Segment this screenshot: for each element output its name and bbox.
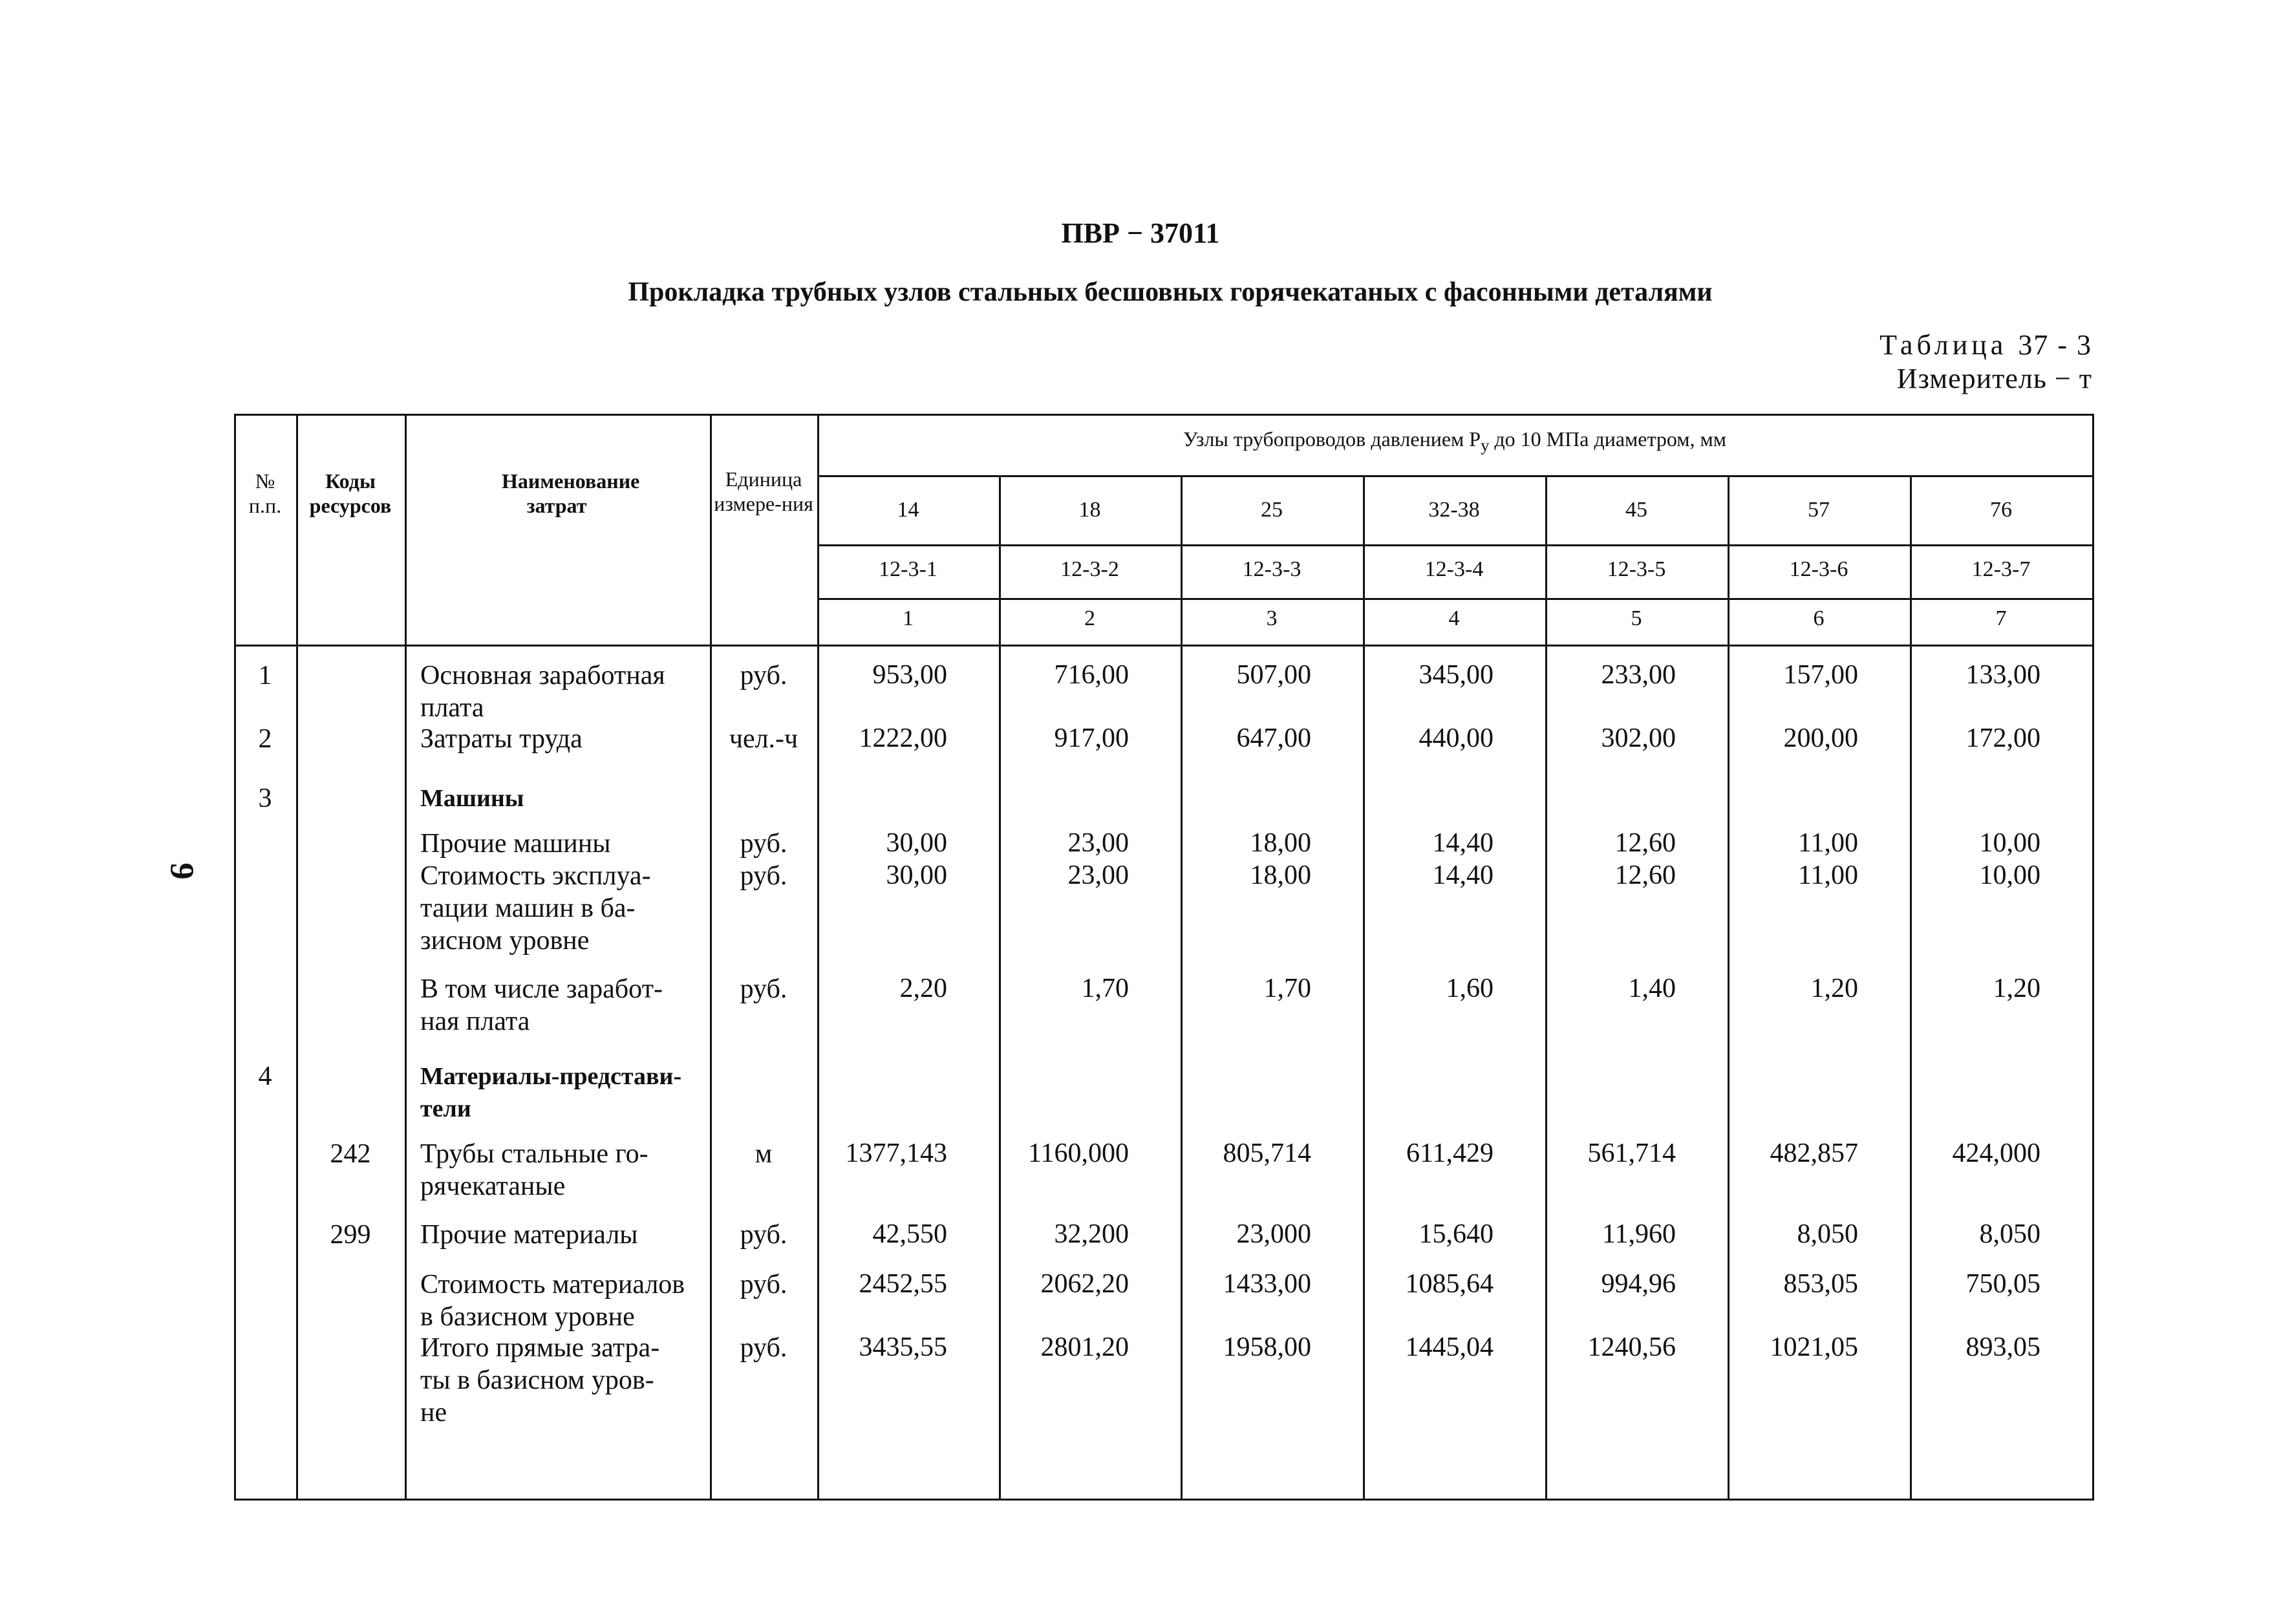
value-cell: 647,00 xyxy=(1236,723,1311,753)
value-cell: 14,40 xyxy=(1432,828,1494,858)
cost-name-line: Материалы-представи- xyxy=(420,1063,682,1090)
value-cell: 10,00 xyxy=(1979,828,2040,858)
header-resource-codes: Коды ресурсов xyxy=(309,469,392,517)
header-norm-code: 12-3-4 xyxy=(1424,557,1484,581)
group-title: Узлы трубопроводов давлением P xyxy=(1183,427,1481,451)
value-cell: 345,00 xyxy=(1419,660,1494,690)
value-cell: 10,00 xyxy=(1979,860,2040,890)
cost-name-line: рячекатаные xyxy=(420,1171,566,1201)
cost-name-line: не xyxy=(420,1398,447,1427)
cost-name-line: ная плата xyxy=(420,1007,530,1036)
header-norm-code: 12-3-6 xyxy=(1789,557,1848,581)
unit-value: руб. xyxy=(740,974,787,1004)
value-cell: 15,640 xyxy=(1419,1219,1494,1249)
group-header-divider xyxy=(817,475,2092,477)
value-cell: 482,857 xyxy=(1770,1138,1858,1168)
value-cell: 716,00 xyxy=(1054,660,1129,690)
value-cell: 3435,55 xyxy=(859,1332,947,1362)
header-norm-code: 12-3-1 xyxy=(879,557,937,581)
value-cell: 200,00 xyxy=(1783,723,1858,753)
cost-name-line: В том числе заработ- xyxy=(420,974,663,1004)
header-diameter: 45 xyxy=(1625,498,1647,522)
value-cell: 32,200 xyxy=(1054,1219,1129,1249)
column-divider xyxy=(2092,414,2094,1501)
header-column-index: 5 xyxy=(1631,606,1642,630)
value-cell: 18,00 xyxy=(1250,828,1311,858)
value-cell: 23,00 xyxy=(1067,828,1129,858)
cost-name-line: Затраты труда xyxy=(420,724,583,754)
value-cell: 611,429 xyxy=(1406,1138,1494,1168)
unit-value: руб. xyxy=(740,829,787,859)
cost-name-line: ты в базисном уров- xyxy=(420,1365,654,1395)
value-cell: 424,000 xyxy=(1952,1138,2040,1168)
value-cell: 1222,00 xyxy=(859,723,947,753)
value-cell: 805,714 xyxy=(1223,1138,1311,1168)
unit-value: руб. xyxy=(740,1333,787,1363)
value-cell: 507,00 xyxy=(1236,660,1311,690)
value-cell: 1377,143 xyxy=(845,1138,947,1168)
header-column-index: 7 xyxy=(1995,606,2007,630)
header-norm-code: 12-3-5 xyxy=(1607,557,1666,581)
value-cell: 8,050 xyxy=(1797,1219,1858,1249)
cost-name-line: в базисном уровне xyxy=(420,1302,635,1332)
table-label xyxy=(1879,328,2092,361)
value-cell: 2801,20 xyxy=(1040,1332,1129,1362)
value-cell: 1,20 xyxy=(1993,974,2040,1003)
row-number: 1 xyxy=(258,661,272,690)
header-column-index: 3 xyxy=(1266,606,1278,630)
cost-name-line: Прочие машины xyxy=(420,829,611,859)
header-row-number: № п.п. xyxy=(248,469,282,517)
unit-value: руб. xyxy=(740,661,787,690)
header-unit: Единица измере-ния xyxy=(714,467,813,515)
value-cell: 853,05 xyxy=(1783,1269,1858,1299)
cost-name-line: Трубы стальные го- xyxy=(420,1139,648,1169)
value-cell: 893,05 xyxy=(1965,1332,2040,1362)
document-code: ПВР − 37011 xyxy=(1061,217,1220,249)
value-cell: 1,60 xyxy=(1446,974,1494,1003)
value-cell: 750,05 xyxy=(1965,1269,2040,1299)
unit-value: м xyxy=(755,1139,773,1169)
value-cell: 1160,000 xyxy=(1028,1138,1129,1168)
value-cell: 133,00 xyxy=(1965,660,2040,690)
column-divider xyxy=(405,414,407,1501)
group-title-tail: до 10 МПа диаметром, мм xyxy=(1489,427,1727,451)
header-norm-code: 12-3-2 xyxy=(1060,557,1119,581)
row-number: 3 xyxy=(258,784,272,813)
header-cost-name: Наименование затрат xyxy=(502,469,640,517)
value-cell: 23,000 xyxy=(1236,1219,1311,1249)
value-cell: 302,00 xyxy=(1601,723,1676,753)
value-cell: 440,00 xyxy=(1419,723,1494,753)
value-cell: 18,00 xyxy=(1250,860,1311,890)
header-diameter: 14 xyxy=(897,498,919,522)
value-cell: 2,20 xyxy=(899,974,947,1003)
table-label-word: Таблица xyxy=(1879,329,2008,361)
value-cell: 1240,56 xyxy=(1587,1332,1676,1362)
table-bottom-border xyxy=(234,1499,2094,1501)
header-norm-code: 12-3-7 xyxy=(1971,557,2031,581)
resource-code: 299 xyxy=(330,1220,371,1250)
value-cell: 8,050 xyxy=(1979,1219,2040,1249)
cost-name-line: плата xyxy=(420,693,484,723)
value-cell: 1085,64 xyxy=(1405,1269,1494,1299)
cost-name-line: Стоимость эксплуа- xyxy=(420,861,651,891)
value-cell: 2062,20 xyxy=(1040,1269,1129,1299)
table-number: 37 - 3 xyxy=(2018,329,2092,361)
value-cell: 30,00 xyxy=(886,828,947,858)
header-diameter: 57 xyxy=(1808,498,1830,522)
row-number: 4 xyxy=(258,1062,272,1091)
value-cell: 172,00 xyxy=(1965,723,2040,753)
cost-name-line: тели xyxy=(420,1095,471,1122)
measure-unit: Измеритель − т xyxy=(1896,363,2092,394)
value-cell: 12,60 xyxy=(1614,860,1676,890)
value-cell: 917,00 xyxy=(1054,723,1129,753)
header-diameter: 76 xyxy=(1990,498,2012,522)
group-title-subscript: у xyxy=(1481,435,1490,455)
header-column-index: 4 xyxy=(1448,606,1460,630)
unit-value: чел.-ч xyxy=(729,724,798,754)
page-number: 9 xyxy=(163,862,200,880)
row-number: 2 xyxy=(258,724,272,754)
value-cell: 953,00 xyxy=(872,660,947,690)
value-cell: 11,960 xyxy=(1602,1219,1676,1249)
code-row-divider xyxy=(817,598,2092,600)
cost-name-line: тации машин в ба- xyxy=(420,893,636,923)
value-cell: 30,00 xyxy=(886,860,947,890)
header-diameter: 18 xyxy=(1078,498,1101,522)
value-cell: 233,00 xyxy=(1601,660,1676,690)
value-cell: 14,40 xyxy=(1432,860,1494,890)
header-column-index: 6 xyxy=(1813,606,1825,630)
header-norm-code: 12-3-3 xyxy=(1242,557,1301,581)
value-cell: 1,70 xyxy=(1081,974,1129,1003)
column-divider xyxy=(296,414,298,1501)
header-bottom-border xyxy=(234,645,2094,646)
value-cell: 157,00 xyxy=(1783,660,1858,690)
value-cell: 1,20 xyxy=(1810,974,1858,1003)
value-cell: 1958,00 xyxy=(1223,1332,1311,1362)
header-diameter: 32-38 xyxy=(1428,498,1480,522)
resource-code: 242 xyxy=(330,1139,371,1169)
value-cell: 1433,00 xyxy=(1223,1269,1311,1299)
cost-name-line: Итого прямые затра- xyxy=(420,1333,660,1363)
value-cell: 1,40 xyxy=(1628,974,1676,1003)
unit-value: руб. xyxy=(740,1220,787,1250)
unit-value: руб. xyxy=(740,861,787,891)
value-cell: 23,00 xyxy=(1067,860,1129,890)
header-diameter: 25 xyxy=(1261,498,1283,522)
unit-value: руб. xyxy=(740,1270,787,1299)
cost-name-line: Основная заработная xyxy=(420,661,665,690)
value-cell: 11,00 xyxy=(1798,828,1858,858)
value-cell: 42,550 xyxy=(872,1219,947,1249)
value-cell: 994,96 xyxy=(1601,1269,1676,1299)
value-cell: 561,714 xyxy=(1587,1138,1676,1168)
cost-name-line: Прочие материалы xyxy=(420,1220,638,1250)
column-divider xyxy=(234,414,236,1501)
cost-name-line: Машины xyxy=(420,785,524,812)
diameter-row-divider xyxy=(817,544,2092,546)
value-cell: 1,70 xyxy=(1263,974,1311,1003)
cost-name-line: зисном уровне xyxy=(420,926,590,956)
value-cell: 2452,55 xyxy=(859,1269,947,1299)
value-cell: 1445,04 xyxy=(1405,1332,1494,1362)
cost-name-line: Стоимость материалов xyxy=(420,1270,685,1299)
header-pipeline-group xyxy=(817,427,2092,457)
header-column-index: 2 xyxy=(1084,606,1095,630)
header-column-index: 1 xyxy=(903,606,914,630)
document-subtitle: Прокладка трубных узлов стальных бесшовных горячекатаных с фасонными деталями xyxy=(628,277,1713,307)
value-cell: 12,60 xyxy=(1614,828,1676,858)
value-cell: 11,00 xyxy=(1798,860,1858,890)
value-cell: 1021,05 xyxy=(1770,1332,1858,1362)
